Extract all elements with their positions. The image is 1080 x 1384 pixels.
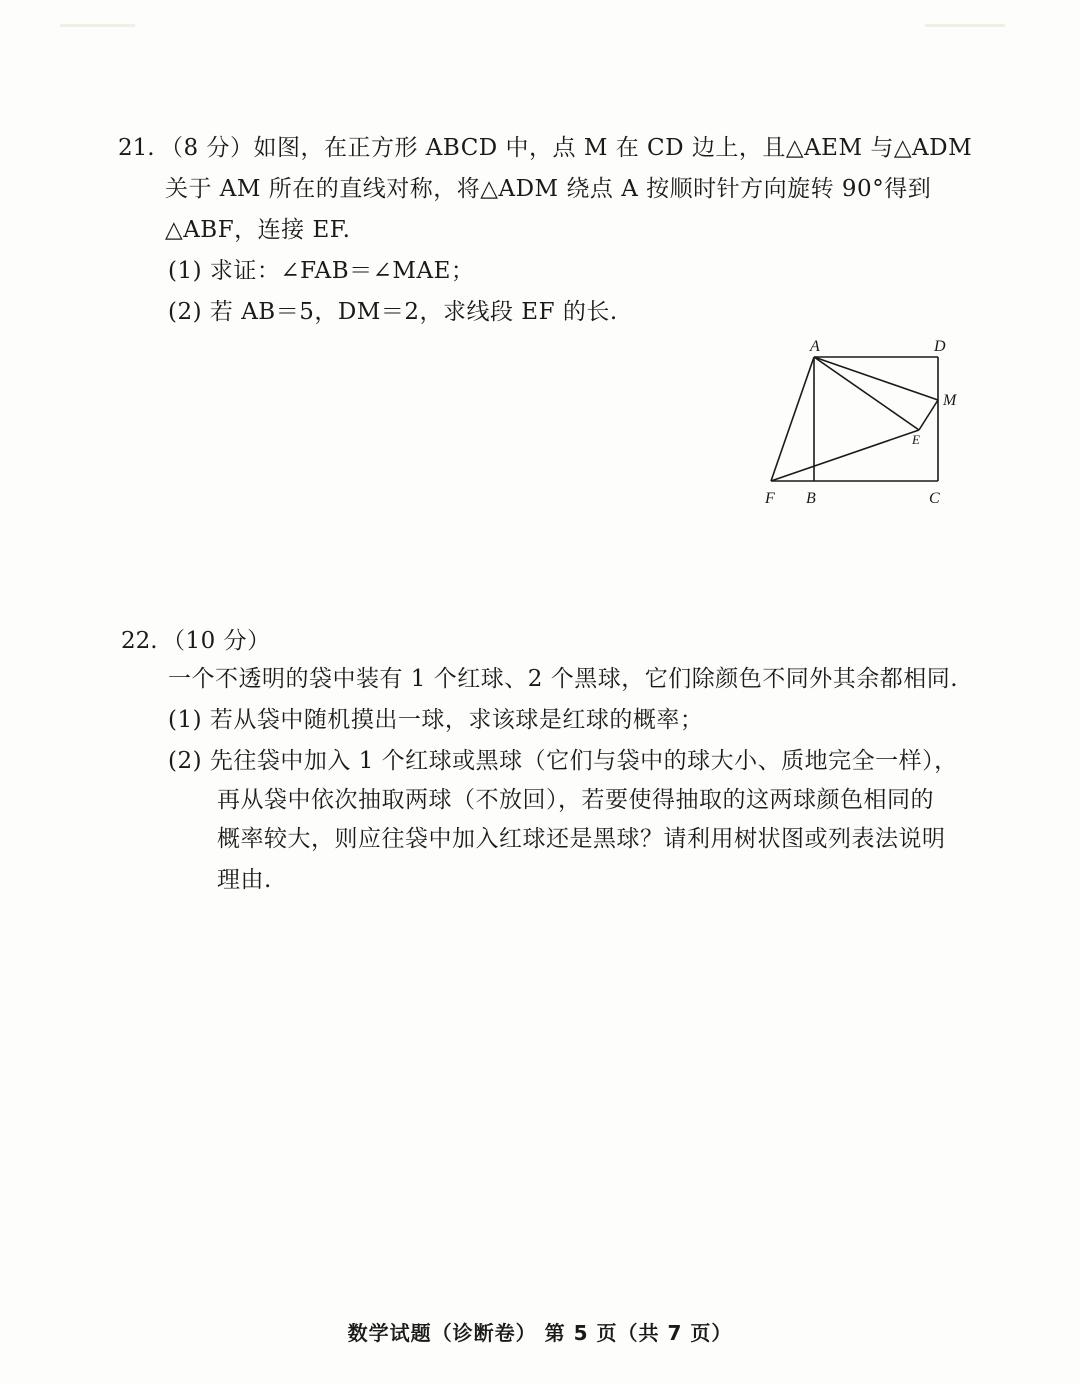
q22-part-2-line-3: 概率较大，则应往袋中加入红球还是黑球？请利用树状图或列表法说明 [217,826,946,852]
label-c: C [929,490,940,507]
segment-ae [814,357,919,430]
label-a: A [810,338,820,355]
scan-edge-mark-right [925,24,1005,27]
scan-edge-mark-left [60,24,135,27]
q22-number: 22. [121,628,158,654]
q21-part-2: (2) 若 AB＝5，DM＝2，求线段 EF 的长. [168,299,618,325]
q21-number: 21. [118,135,155,161]
q22-part-1: (1) 若从袋中随机摸出一球，求该球是红球的概率； [168,707,704,733]
page-footer: 数学试题（诊断卷） 第 5 页（共 7 页） [347,1321,733,1345]
q21-part-1: (1) 求证：∠FAB＝∠MAE； [168,258,475,284]
q22-part-2-line-1: (2) 先往袋中加入 1 个红球或黑球（它们与袋中的球大小、质地完全一样）， [168,748,958,774]
segment-am [814,357,938,400]
q22-part-2-line-4: 理由. [217,867,272,893]
segment-af [771,357,814,481]
q21-stem-line-3: △ABF，连接 EF. [165,217,351,243]
q21-stem-line-1: （8 分）如图，在正方形 ABCD 中，点 M 在 CD 边上，且△AEM 与△ADM [160,135,973,161]
q22-stem-line-1: 一个不透明的袋中装有 1 个红球、2 个黑球，它们除颜色不同外其余都相同. [168,666,959,692]
segment-em [919,400,938,430]
q21-stem-line-2: 关于 AM 所在的直线对称，将△ADM 绕点 A 按顺时针方向旋转 90°得到 [165,176,932,202]
label-m: M [943,392,957,409]
square-abcd-diagram [755,333,975,513]
label-f: F [765,490,775,507]
segment-ef [771,430,919,481]
label-e: E [912,432,920,447]
label-d: D [934,338,946,355]
q22-part-2-line-2: 再从袋中依次抽取两球（不放回），若要使得抽取的这两球颜色相同的 [217,787,934,813]
q21-geometry-figure [755,333,975,513]
label-b: B [806,490,816,507]
q22-score: （10 分） [162,628,271,654]
